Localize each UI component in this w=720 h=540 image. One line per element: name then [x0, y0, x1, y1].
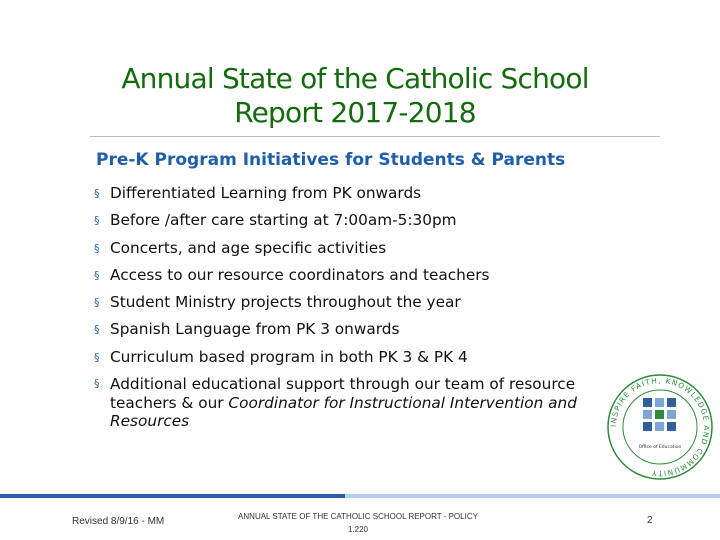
footer-revision: Revised 8/9/16 - MM	[72, 516, 165, 527]
seal-ring-text: INSPIRE FAITH, KNOWLEDGE AND COMMUNITY	[608, 375, 712, 479]
bullet-marker-icon: §	[94, 241, 100, 255]
bullet-text: Additional educational support through our team of resource teachers & our	[110, 375, 576, 412]
title-line-1: Annual State of the Catholic School	[121, 62, 589, 95]
footer-center-line-2: 1.220	[347, 525, 369, 534]
bullet-item: § Student Ministry projects throughout the year	[94, 289, 634, 316]
bullet-item: § Spanish Language from PK 3 onwards	[94, 316, 634, 343]
footer-center-line-1: ANNUAL STATE OF THE CATHOLIC SCHOOL REPORT - POLICY	[238, 512, 478, 521]
bullet-marker-icon: §	[94, 350, 100, 364]
bullet-item: § Differentiated Learning from PK onwards	[94, 180, 634, 207]
bullet-marker-icon: §	[94, 323, 100, 337]
seal-caption: Office of Education	[638, 445, 682, 450]
footer-divider	[0, 494, 720, 498]
bullet-marker-icon: §	[94, 377, 100, 391]
bullet-marker-icon: §	[94, 296, 100, 310]
bullet-list	[94, 180, 634, 431]
title-line-2: Report 2017-2018	[234, 96, 476, 129]
bullet-item: § Concerts, and age specific activities	[94, 235, 634, 262]
bullet-marker-icon: §	[94, 187, 100, 200]
bullet-item: § Before /after care starting at 7:00am-5:30pm	[94, 207, 634, 234]
seal-grid	[643, 398, 676, 431]
bullet-text-emphasis: Coordinator for Instructional Intervention and Resources	[110, 393, 577, 431]
section-subtitle: Pre-K Program Initiatives for Students & Parents	[96, 150, 566, 170]
bullet-marker-icon: §	[94, 214, 100, 228]
page-number: 2	[647, 515, 653, 526]
title-divider	[90, 136, 660, 137]
bullet-item	[94, 371, 634, 431]
bullet-marker-icon: §	[94, 268, 100, 282]
bullet-item: § Curriculum based program in both PK 3 & PK 4	[94, 344, 634, 371]
footer-report-title	[222, 510, 494, 536]
school-seal-icon	[605, 372, 715, 482]
slide-title	[60, 62, 650, 130]
bullet-item: § Access to our resource coordinators and teachers	[94, 262, 634, 289]
